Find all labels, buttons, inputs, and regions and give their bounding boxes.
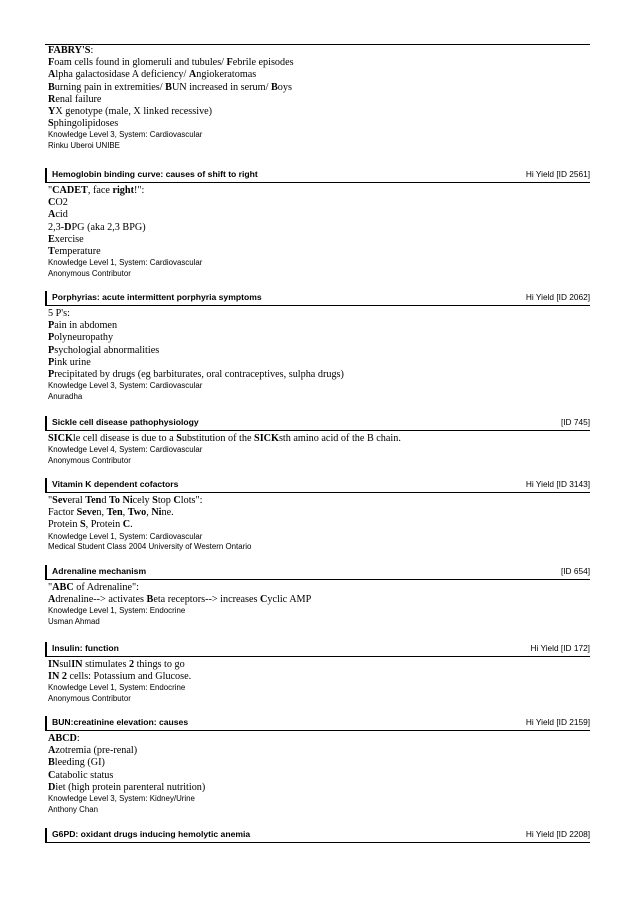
entry-fabry xyxy=(48,45,593,152)
body-text: : xyxy=(76,733,80,744)
mnemonic-letter: B xyxy=(146,594,154,606)
body-line xyxy=(48,671,588,683)
mnemonic-letter: P xyxy=(48,320,55,332)
body-text: d xyxy=(101,495,109,506)
entry-section xyxy=(45,716,590,814)
body-line xyxy=(48,197,588,209)
body-text: Protein xyxy=(48,519,80,531)
body-text: Factor xyxy=(48,507,77,519)
mnemonic-letter: right xyxy=(112,185,134,196)
body-text: : xyxy=(90,45,94,56)
body-text: top xyxy=(157,495,174,506)
mnemonic-letter: Ten xyxy=(85,495,102,506)
mnemonic-letter: C xyxy=(173,495,181,506)
body-line xyxy=(48,782,588,794)
body-text: atabolic status xyxy=(55,769,114,781)
body-line xyxy=(48,82,593,94)
header-rule xyxy=(45,305,590,306)
contributor: Anonymous Contributor xyxy=(48,268,131,278)
knowledge-level: Knowledge Level 3, System: Cardiovascular xyxy=(48,381,203,391)
body-text: le cell disease is due to a xyxy=(72,433,177,444)
entry-id: Hi Yield [ID 2062] xyxy=(525,292,590,302)
body-text: of Adrenaline": xyxy=(73,582,139,593)
body-text: olyneuropathy xyxy=(54,332,114,344)
mnemonic-letter: P xyxy=(48,356,55,368)
body-text: " xyxy=(48,495,53,506)
mnemonic-letter: IN 2 xyxy=(48,671,67,683)
knowledge-level: Knowledge Level 1, System: Endocrine xyxy=(48,683,186,693)
body-text: cid xyxy=(55,209,68,221)
body-text: cells: Potassium and Glucose. xyxy=(66,671,192,683)
body-text: lots": xyxy=(180,495,203,506)
body-line xyxy=(48,582,588,594)
body-text: , xyxy=(122,507,128,519)
mnemonic-letter: C xyxy=(48,197,56,209)
body-text: cely xyxy=(132,495,153,506)
body-text: eral xyxy=(67,495,86,506)
entry-title: Porphyrias: acute intermittent porphyria symptoms xyxy=(52,292,262,302)
mnemonic-letter: Seve xyxy=(76,507,97,519)
body-text: phingolipidoses xyxy=(53,118,119,130)
entry-header xyxy=(45,291,590,305)
entry-id: Hi Yield [ID 2561] xyxy=(525,169,590,179)
entry-body xyxy=(48,582,588,628)
body-text: things to go xyxy=(134,659,185,670)
contributor: Rinku Uberoi UNIBE xyxy=(48,141,120,151)
body-line xyxy=(48,320,588,332)
body-text: " xyxy=(48,185,53,196)
body-text: eta receptors--> increases xyxy=(153,594,261,606)
body-text: recipitated by drugs (eg barbiturates, oral contraceptives, sulpha drugs) xyxy=(54,368,344,380)
contributor: Anthony Chan xyxy=(48,804,99,814)
mnemonic-letter: C xyxy=(260,594,268,606)
body-text: UN increased in serum/ xyxy=(171,81,271,93)
entry-section xyxy=(45,642,590,704)
mnemonic-letter: A xyxy=(48,69,56,81)
contributor: Anonymous Contributor xyxy=(48,694,131,704)
body-line xyxy=(48,519,588,531)
entry-section xyxy=(45,478,590,552)
mnemonic-letter: Two xyxy=(127,507,147,519)
mnemonic-letter: ABC xyxy=(52,582,74,593)
body-text: yclic AMP xyxy=(267,594,312,606)
contributor: Anuradha xyxy=(48,391,83,401)
body-text: ebrile episodes xyxy=(232,57,294,69)
header-rule xyxy=(45,492,590,493)
body-text: , xyxy=(146,507,152,519)
body-text: O2 xyxy=(55,197,68,209)
header-rule xyxy=(45,579,590,580)
entry-header xyxy=(45,168,590,182)
body-text: 5 P's: xyxy=(48,308,70,319)
body-text: PG (aka 2,3 BPG) xyxy=(71,221,146,233)
body-line xyxy=(48,332,588,344)
body-text: . xyxy=(130,519,133,531)
mnemonic-letter: B xyxy=(48,81,55,93)
contributor: Medical Student Class 2004 University of Western Ontario xyxy=(48,542,252,552)
body-line xyxy=(48,770,588,782)
entry-title: Insulin: function xyxy=(52,643,119,653)
body-line xyxy=(48,594,588,606)
mnemonic-letter: A xyxy=(48,594,56,606)
knowledge-level: Knowledge Level 3, System: Kidney/Urine xyxy=(48,793,195,803)
entry-header xyxy=(45,478,590,492)
header-rule xyxy=(45,182,590,183)
body-text: X genotype (male, X linked recessive) xyxy=(55,105,213,117)
header-rule xyxy=(45,730,590,731)
body-line xyxy=(48,757,588,769)
knowledge-level: Knowledge Level 1, System: Endocrine xyxy=(48,606,186,616)
body-text: drenaline--> activates xyxy=(55,594,147,606)
body-line xyxy=(48,106,593,118)
mnemonic-letter: ABCD xyxy=(48,733,77,744)
entry-body xyxy=(48,433,588,467)
body-line xyxy=(48,357,588,369)
mnemonic-letter: P xyxy=(48,368,55,380)
mnemonic-letter: Ni xyxy=(122,495,133,506)
mnemonic-letter: S xyxy=(48,118,54,130)
body-text: xercise xyxy=(54,233,84,245)
body-line xyxy=(48,246,588,258)
body-text: !": xyxy=(133,185,145,196)
knowledge-level: Knowledge Level 3, System: Cardiovascular xyxy=(48,130,203,140)
entry-body xyxy=(48,659,588,705)
entry-id: Hi Yield [ID 172] xyxy=(530,643,590,653)
mnemonic-letter: IN xyxy=(71,659,83,670)
body-text: oys xyxy=(277,81,292,93)
mnemonic-letter: E xyxy=(48,233,55,245)
body-line xyxy=(48,69,593,81)
body-text: enal failure xyxy=(55,93,102,105)
body-text: iet (high protein parenteral nutrition) xyxy=(55,781,206,793)
body-line xyxy=(48,345,588,357)
body-text: stimulates xyxy=(82,659,129,670)
mnemonic-letter: S xyxy=(79,519,86,531)
mnemonic-letter: A xyxy=(48,209,56,221)
entry-title: Adrenaline mechanism xyxy=(52,566,147,576)
entry-section xyxy=(45,291,590,401)
entry-body xyxy=(48,733,588,816)
mnemonic-letter: B xyxy=(165,81,172,93)
body-text: , Protein xyxy=(85,519,123,531)
knowledge-level: Knowledge Level 1, System: Cardiovascular xyxy=(48,258,203,268)
entry-id: Hi Yield [ID 2208] xyxy=(525,829,590,839)
body-text: leeding (GI) xyxy=(54,757,105,769)
mnemonic-letter: SICK xyxy=(254,433,279,444)
body-line xyxy=(48,57,593,69)
body-text: , face xyxy=(87,185,113,196)
mnemonic-letter: IN xyxy=(48,659,60,670)
body-text: sul xyxy=(59,659,72,670)
entry-header xyxy=(45,716,590,730)
entry-section xyxy=(45,168,590,278)
mnemonic-letter: S xyxy=(176,433,182,444)
mnemonic-letter: Y xyxy=(48,105,56,117)
body-text: ain in abdomen xyxy=(54,320,118,332)
mnemonic-letter: A xyxy=(48,745,56,757)
entry-title: G6PD: oxidant drugs inducing hemolytic anemia xyxy=(52,829,251,839)
body-line xyxy=(48,185,588,197)
entry-header xyxy=(45,416,590,430)
body-text: sth amino acid of the B chain. xyxy=(278,433,401,444)
body-line xyxy=(48,222,588,234)
mnemonic-letter: D xyxy=(64,221,72,233)
entry-section xyxy=(45,416,590,465)
contributor: Usman Ahmad xyxy=(48,617,100,627)
mnemonic-letter: SICK xyxy=(48,433,73,444)
body-line xyxy=(48,507,588,519)
body-text: ngiokeratomas xyxy=(196,69,257,81)
body-line xyxy=(48,369,588,381)
mnemonic-letter: T xyxy=(48,245,55,257)
knowledge-level: Knowledge Level 1, System: Cardiovascular xyxy=(48,531,203,541)
entry-title: Sickle cell disease pathophysiology xyxy=(52,417,199,427)
mnemonic-letter: C xyxy=(122,519,131,531)
body-line xyxy=(48,118,593,130)
body-line xyxy=(48,209,588,221)
body-text: urning pain in extremities/ xyxy=(54,81,166,93)
entry-title: BUN:creatinine elevation: causes xyxy=(52,717,189,727)
body-line xyxy=(48,495,588,507)
mnemonic-letter: S xyxy=(152,495,158,506)
entry-title: Hemoglobin binding curve: causes of shift to right xyxy=(52,169,258,179)
mnemonic-letter: B xyxy=(48,757,55,769)
entry-section xyxy=(45,565,590,627)
mnemonic-letter: D xyxy=(48,781,56,793)
entry-id: [ID 654] xyxy=(560,566,590,576)
entry-header xyxy=(45,642,590,656)
body-line xyxy=(48,308,588,320)
header-rule xyxy=(45,656,590,657)
contributor: Anonymous Contributor xyxy=(48,455,131,465)
body-text: zotremia (pre-renal) xyxy=(55,745,138,757)
body-line xyxy=(48,433,588,445)
body-line xyxy=(48,45,593,57)
mnemonic-letter: Ten xyxy=(106,507,123,519)
mnemonic-letter: P xyxy=(48,344,55,356)
body-text: lpha galactosidase A deficiency/ xyxy=(55,69,189,81)
mnemonic-letter: Sev xyxy=(52,495,68,506)
body-text: ne. xyxy=(161,507,174,519)
body-text: sychologial abnormalities xyxy=(54,344,160,356)
body-text: 2,3- xyxy=(48,221,65,233)
mnemonic-letter: R xyxy=(48,93,56,105)
body-text: " xyxy=(48,582,53,593)
mnemonic-letter: F xyxy=(48,57,55,69)
body-line xyxy=(48,745,588,757)
body-text: n, xyxy=(96,507,107,519)
entry-id: [ID 745] xyxy=(560,417,590,427)
mnemonic-letter: P xyxy=(48,332,55,344)
entry-id: Hi Yield [ID 2159] xyxy=(525,717,590,727)
mnemonic-letter: C xyxy=(48,769,56,781)
knowledge-level: Knowledge Level 4, System: Cardiovascular xyxy=(48,445,203,455)
entry-header xyxy=(45,828,590,842)
mnemonic-letter: A xyxy=(188,69,197,81)
mnemonic-letter: F xyxy=(226,57,233,69)
mnemonic-letter: FABRY'S xyxy=(48,45,91,56)
body-line xyxy=(48,94,593,106)
mnemonic-letter: Ni xyxy=(151,507,162,519)
body-line xyxy=(48,234,588,246)
entry-header xyxy=(45,565,590,579)
mnemonic-letter: To xyxy=(108,495,120,506)
mnemonic-letter: CADET xyxy=(52,185,88,196)
entry-section xyxy=(45,828,590,842)
entry-body xyxy=(48,185,588,280)
entry-title: Vitamin K dependent cofactors xyxy=(52,479,179,489)
header-rule xyxy=(45,842,590,843)
entry-body xyxy=(48,495,588,553)
entry-id: Hi Yield [ID 3143] xyxy=(525,479,590,489)
body-line xyxy=(48,733,588,745)
body-text: ubstitution of the xyxy=(181,433,255,444)
body-text: ink urine xyxy=(54,356,91,368)
header-rule xyxy=(45,430,590,431)
body-line xyxy=(48,659,588,671)
body-text: emperature xyxy=(54,245,101,257)
entry-body xyxy=(48,308,588,403)
mnemonic-letter: B xyxy=(270,81,278,93)
body-text: oam cells found in glomeruli and tubules/ xyxy=(54,57,227,69)
mnemonic-letter: 2 xyxy=(128,659,135,670)
